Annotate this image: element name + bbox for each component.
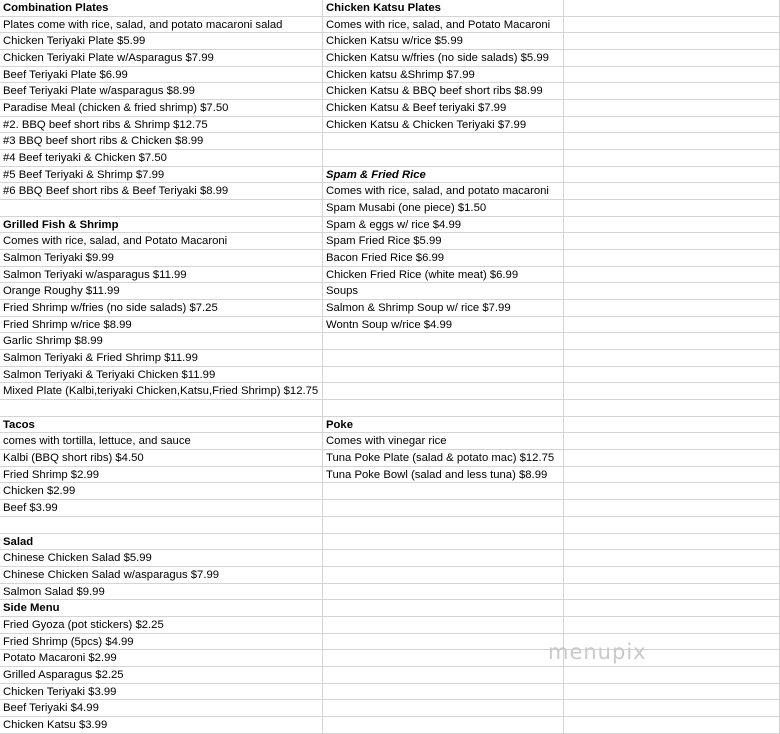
menu-cell[interactable]: Beef $3.99 [0, 500, 323, 517]
section-header-cell[interactable]: Grilled Fish & Shrimp [0, 217, 323, 234]
menu-cell[interactable] [564, 183, 780, 200]
menu-cell[interactable] [323, 600, 564, 617]
menu-cell[interactable]: Fried Shrimp (5pcs) $4.99 [0, 634, 323, 651]
menu-cell[interactable] [323, 517, 564, 534]
menu-cell[interactable]: Chicken Katsu w/rice $5.99 [323, 33, 564, 50]
menu-cell[interactable]: Paradise Meal (chicken & fried shrimp) $7.50 [0, 100, 323, 117]
menu-cell[interactable] [323, 383, 564, 400]
menu-cell[interactable]: Beef Teriyaki $4.99 [0, 700, 323, 717]
menu-cell[interactable] [323, 550, 564, 567]
menu-cell[interactable] [323, 684, 564, 701]
menu-cell[interactable] [564, 150, 780, 167]
menu-cell[interactable]: Salmon Teriyaki & Teriyaki Chicken $11.99 [0, 367, 323, 384]
menu-cell[interactable] [564, 167, 780, 184]
menu-cell[interactable]: Potato Macaroni $2.99 [0, 650, 323, 667]
menu-cell[interactable]: Salmon Teriyaki & Fried Shrimp $11.99 [0, 350, 323, 367]
menu-cell[interactable] [564, 117, 780, 134]
menu-cell[interactable] [0, 400, 323, 417]
menu-cell[interactable]: Fried Gyoza (pot stickers) $2.25 [0, 617, 323, 634]
menu-cell[interactable]: Beef Teriyaki Plate $6.99 [0, 67, 323, 84]
menu-cell[interactable] [564, 417, 780, 434]
menu-cell[interactable]: Salmon Salad $9.99 [0, 584, 323, 601]
menu-cell[interactable]: Tuna Poke Bowl (salad and less tuna) $8.99 [323, 467, 564, 484]
menu-cell[interactable] [564, 367, 780, 384]
menu-cell[interactable]: Chicken Teriyaki Plate $5.99 [0, 33, 323, 50]
menu-cell[interactable]: Tuna Poke Plate (salad & potato mac) $12.75 [323, 450, 564, 467]
menu-cell[interactable] [323, 667, 564, 684]
menu-cell[interactable] [564, 433, 780, 450]
menupix-watermark: menupix [548, 640, 647, 664]
menu-cell[interactable] [564, 317, 780, 334]
menu-cell[interactable]: Fried Shrimp w/rice $8.99 [0, 317, 323, 334]
menu-cell[interactable] [564, 67, 780, 84]
menu-cell[interactable] [0, 200, 323, 217]
menu-cell[interactable] [564, 350, 780, 367]
menu-cell[interactable]: Salmon & Shrimp Soup w/ rice $7.99 [323, 300, 564, 317]
menu-cell[interactable] [564, 33, 780, 50]
menu-cell[interactable] [564, 283, 780, 300]
menu-cell[interactable]: #6 BBQ Beef short ribs & Beef Teriyaki $8.99 [0, 183, 323, 200]
menu-cell[interactable] [323, 367, 564, 384]
section-header-cell[interactable]: Tacos [0, 417, 323, 434]
menu-cell[interactable] [564, 100, 780, 117]
menu-cell[interactable] [323, 617, 564, 634]
menu-cell[interactable]: Soups [323, 283, 564, 300]
menu-cell[interactable]: Chicken Katsu & Chicken Teriyaki $7.99 [323, 117, 564, 134]
menu-cell[interactable] [564, 50, 780, 67]
menu-cell[interactable]: Chicken Katsu & Beef teriyaki $7.99 [323, 100, 564, 117]
menu-cell[interactable]: Chicken Katsu w/fries (no side salads) $5.99 [323, 50, 564, 67]
menu-cell[interactable] [564, 383, 780, 400]
menu-cell[interactable] [323, 634, 564, 651]
menu-cell[interactable] [564, 567, 780, 584]
menu-cell[interactable] [564, 717, 780, 734]
menu-cell[interactable]: Fried Shrimp $2.99 [0, 467, 323, 484]
menu-cell[interactable] [564, 517, 780, 534]
menu-cell[interactable] [323, 584, 564, 601]
menu-cell[interactable] [564, 133, 780, 150]
menu-cell[interactable]: Salmon Teriyaki w/asparagus $11.99 [0, 267, 323, 284]
section-header-cell[interactable]: Combination Plates [0, 0, 323, 17]
menu-cell[interactable]: Comes with rice, salad, and Potato Macaroni [0, 233, 323, 250]
menu-cell[interactable]: #3 BBQ beef short ribs & Chicken $8.99 [0, 133, 323, 150]
menu-cell[interactable] [564, 667, 780, 684]
menu-cell[interactable] [564, 600, 780, 617]
menu-cell[interactable] [323, 567, 564, 584]
menu-cell[interactable] [323, 133, 564, 150]
menu-cell[interactable] [323, 400, 564, 417]
menu-cell[interactable] [564, 700, 780, 717]
menu-cell[interactable]: Comes with rice, salad, and Potato Macaroni [323, 17, 564, 34]
menu-cell[interactable] [323, 700, 564, 717]
menu-cell[interactable]: Fried Shrimp w/fries (no side salads) $7.25 [0, 300, 323, 317]
menu-cell[interactable]: Chicken katsu &Shrimp $7.99 [323, 67, 564, 84]
menu-cell[interactable] [564, 0, 780, 17]
menu-cell[interactable] [564, 617, 780, 634]
menu-cell[interactable] [564, 467, 780, 484]
section-header-cell[interactable]: Chicken Katsu Plates [323, 0, 564, 17]
menu-cell[interactable] [564, 250, 780, 267]
menu-cell[interactable] [564, 300, 780, 317]
menu-cell[interactable] [323, 483, 564, 500]
menu-cell[interactable]: Spam Musabi (one piece) $1.50 [323, 200, 564, 217]
menu-cell[interactable]: Beef Teriyaki Plate w/asparagus $8.99 [0, 83, 323, 100]
menu-cell[interactable] [323, 717, 564, 734]
menu-cell[interactable]: Chicken Teriyaki $3.99 [0, 684, 323, 701]
section-header-cell[interactable]: Spam & Fried Rice [323, 167, 564, 184]
menu-cell[interactable] [323, 500, 564, 517]
menu-cell[interactable]: Mixed Plate (Kalbi,teriyaki Chicken,Katsu,Fried Shrimp) $12.75 [0, 383, 323, 400]
menu-cell[interactable]: comes with tortilla, lettuce, and sauce [0, 433, 323, 450]
menu-cell[interactable]: Chicken Katsu $3.99 [0, 717, 323, 734]
menu-cell[interactable] [564, 534, 780, 551]
menu-cell[interactable] [564, 483, 780, 500]
menu-cell[interactable] [564, 450, 780, 467]
menu-cell[interactable]: Kalbi (BBQ short ribs) $4.50 [0, 450, 323, 467]
menu-cell[interactable] [564, 200, 780, 217]
menu-cell[interactable]: #2. BBQ beef short ribs & Shrimp $12.75 [0, 117, 323, 134]
menu-cell[interactable] [564, 217, 780, 234]
menu-cell[interactable] [564, 233, 780, 250]
menu-cell[interactable] [323, 534, 564, 551]
menu-cell[interactable] [323, 650, 564, 667]
menu-cell[interactable]: Garlic Shrimp $8.99 [0, 333, 323, 350]
menu-cell[interactable] [564, 550, 780, 567]
menu-cell[interactable] [564, 684, 780, 701]
menu-cell[interactable]: Grilled Asparagus $2.25 [0, 667, 323, 684]
menu-cell[interactable]: Comes with rice, salad, and potato macaroni [323, 183, 564, 200]
menu-cell[interactable] [564, 333, 780, 350]
menu-cell[interactable]: Chinese Chicken Salad w/asparagus $7.99 [0, 567, 323, 584]
menu-cell[interactable]: Chicken Fried Rice (white meat) $6.99 [323, 267, 564, 284]
menu-cell[interactable] [323, 350, 564, 367]
menu-cell[interactable]: Chinese Chicken Salad $5.99 [0, 550, 323, 567]
menu-cell[interactable]: Spam & eggs w/ rice $4.99 [323, 217, 564, 234]
menu-cell[interactable] [323, 150, 564, 167]
menu-cell[interactable]: Chicken Katsu & BBQ beef short ribs $8.99 [323, 83, 564, 100]
menu-cell[interactable]: Orange Roughy $11.99 [0, 283, 323, 300]
menu-cell[interactable] [564, 500, 780, 517]
menu-cell[interactable]: Comes with vinegar rice [323, 433, 564, 450]
menu-cell[interactable]: Plates come with rice, salad, and potato macaroni salad [0, 17, 323, 34]
menu-cell[interactable] [564, 17, 780, 34]
menu-cell[interactable]: Chicken Teriyaki Plate w/Asparagus $7.99 [0, 50, 323, 67]
menu-cell[interactable] [0, 517, 323, 534]
section-header-cell[interactable]: Poke [323, 417, 564, 434]
menu-cell[interactable] [564, 584, 780, 601]
menu-cell[interactable]: Wontn Soup w/rice $4.99 [323, 317, 564, 334]
menu-cell[interactable]: Spam Fried Rice $5.99 [323, 233, 564, 250]
menu-cell[interactable]: Chicken $2.99 [0, 483, 323, 500]
menu-cell[interactable]: #4 Beef teriyaki & Chicken $7.50 [0, 150, 323, 167]
section-header-cell[interactable]: Side Menu [0, 600, 323, 617]
menu-cell[interactable]: Salmon Teriyaki $9.99 [0, 250, 323, 267]
menu-cell[interactable] [564, 267, 780, 284]
section-header-cell[interactable]: Salad [0, 534, 323, 551]
menu-cell[interactable] [564, 400, 780, 417]
menu-cell[interactable] [323, 333, 564, 350]
menu-cell[interactable] [564, 83, 780, 100]
menu-cell[interactable]: Bacon Fried Rice $6.99 [323, 250, 564, 267]
menu-cell[interactable]: #5 Beef Teriyaki & Shrimp $7.99 [0, 167, 323, 184]
